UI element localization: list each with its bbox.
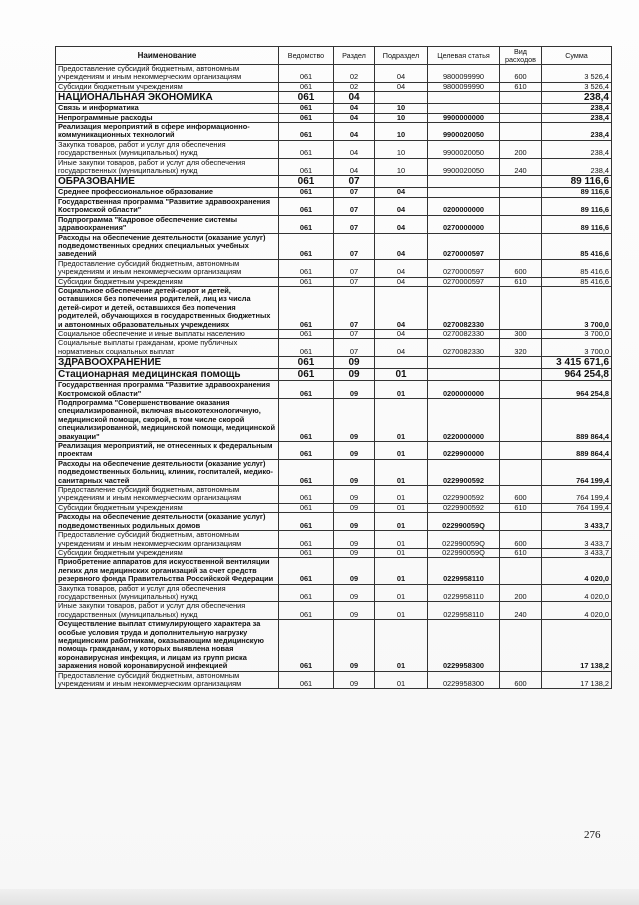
- header-name: Наименование: [56, 47, 279, 65]
- cell-department: 061: [279, 215, 334, 233]
- cell-subsection: 01: [375, 486, 428, 504]
- cell-expense-type: [500, 123, 542, 141]
- cell-department: 061: [279, 399, 334, 442]
- cell-target-article: 0229958110: [428, 602, 500, 620]
- cell-department: 061: [279, 140, 334, 158]
- cell-target-article: 0220000000: [428, 399, 500, 442]
- cell-name: Иные закупки товаров, работ и услуг для обеспечения государственных (муниципальных) нужд: [56, 158, 279, 176]
- table-header-row: [56, 47, 612, 65]
- cell-subsection: 10: [375, 104, 428, 113]
- cell-expense-type: 610: [500, 548, 542, 557]
- cell-target-article: 022990059Q: [428, 548, 500, 557]
- cell-department: 061: [279, 176, 334, 188]
- header-department: Ведомство: [279, 47, 334, 65]
- cell-expense-type: 200: [500, 584, 542, 602]
- cell-department: 061: [279, 671, 334, 689]
- cell-section: 09: [334, 369, 375, 381]
- header-expense-type: Вид расходов: [500, 47, 542, 65]
- table-body: [56, 65, 612, 689]
- cell-amount: 17 138,2: [542, 620, 612, 671]
- cell-name: Субсидии бюджетным учреждениям: [56, 82, 279, 91]
- cell-target-article: 9800099990: [428, 82, 500, 91]
- cell-amount: 238,4: [542, 113, 612, 122]
- cell-amount: 89 116,6: [542, 188, 612, 197]
- cell-section: 09: [334, 486, 375, 504]
- cell-department: 061: [279, 329, 334, 338]
- cell-amount: 3 433,7: [542, 513, 612, 531]
- table-row: [56, 381, 612, 399]
- cell-section: 09: [334, 558, 375, 584]
- cell-amount: 238,4: [542, 140, 612, 158]
- cell-expense-type: 300: [500, 329, 542, 338]
- cell-section: 09: [334, 399, 375, 442]
- cell-section: 04: [334, 113, 375, 122]
- cell-amount: 3 526,4: [542, 65, 612, 83]
- cell-amount: 238,4: [542, 92, 612, 104]
- cell-amount: 238,4: [542, 123, 612, 141]
- cell-department: 061: [279, 197, 334, 215]
- cell-target-article: 0229900000: [428, 442, 500, 460]
- cell-subsection: 01: [375, 558, 428, 584]
- cell-section: 04: [334, 92, 375, 104]
- cell-expense-type: 200: [500, 140, 542, 158]
- header-section: Раздел: [334, 47, 375, 65]
- cell-section: 04: [334, 104, 375, 113]
- cell-department: 061: [279, 357, 334, 369]
- cell-expense-type: [500, 620, 542, 671]
- cell-amount: 4 020,0: [542, 584, 612, 602]
- table-row: [56, 140, 612, 158]
- cell-section: 07: [334, 197, 375, 215]
- cell-name: Подпрограмма "Совершенствование оказания специализированной, включая высокотехнологичную, медицинской помощи, скорой, в том числе скорой специализированной, медицинской помощи, медицинской эвакуации": [56, 399, 279, 442]
- cell-target-article: 9900020050: [428, 123, 500, 141]
- cell-amount: 17 138,2: [542, 671, 612, 689]
- cell-subsection: 10: [375, 158, 428, 176]
- cell-section: 09: [334, 442, 375, 460]
- cell-target-article: 0270000597: [428, 233, 500, 259]
- cell-expense-type: 610: [500, 82, 542, 91]
- table-row: [56, 602, 612, 620]
- cell-section: 07: [334, 176, 375, 188]
- cell-department: 061: [279, 513, 334, 531]
- cell-section: 09: [334, 459, 375, 485]
- cell-name: Приобретение аппаратов для искусственной вентиляции легких для медицинских организаций за счет средств резервного фонда Правительства Российской Федерации: [56, 558, 279, 584]
- table-row: [56, 671, 612, 689]
- cell-amount: 764 199,4: [542, 486, 612, 504]
- cell-section: 09: [334, 531, 375, 549]
- cell-name: Расходы на обеспечение деятельности (оказание услуг) подведомственных средних специальных учебных заведений: [56, 233, 279, 259]
- cell-expense-type: [500, 104, 542, 113]
- cell-section: 07: [334, 188, 375, 197]
- table-row: [56, 329, 612, 338]
- cell-expense-type: [500, 442, 542, 460]
- cell-amount: 3 700,0: [542, 286, 612, 329]
- cell-section: 09: [334, 513, 375, 531]
- cell-name: Государственная программа "Развитие здравоохранения Костромской области": [56, 381, 279, 399]
- cell-subsection: 04: [375, 65, 428, 83]
- cell-subsection: 01: [375, 548, 428, 557]
- cell-amount: 964 254,8: [542, 381, 612, 399]
- table-row: [56, 558, 612, 584]
- cell-target-article: [428, 188, 500, 197]
- cell-amount: 85 416,6: [542, 233, 612, 259]
- cell-expense-type: [500, 381, 542, 399]
- cell-section: 09: [334, 602, 375, 620]
- cell-subsection: 01: [375, 531, 428, 549]
- table-row: [56, 584, 612, 602]
- cell-amount: 964 254,8: [542, 369, 612, 381]
- cell-amount: 764 199,4: [542, 503, 612, 512]
- cell-expense-type: 600: [500, 486, 542, 504]
- cell-section: 02: [334, 82, 375, 91]
- cell-name: Субсидии бюджетным учреждениям: [56, 548, 279, 557]
- cell-subsection: 01: [375, 399, 428, 442]
- cell-target-article: 9900020050: [428, 158, 500, 176]
- cell-subsection: 04: [375, 339, 428, 357]
- cell-target-article: [428, 104, 500, 113]
- cell-name: Иные закупки товаров, работ и услуг для обеспечения государственных (муниципальных) нужд: [56, 602, 279, 620]
- cell-target-article: 0270000000: [428, 215, 500, 233]
- cell-section: 04: [334, 140, 375, 158]
- cell-expense-type: 240: [500, 158, 542, 176]
- cell-amount: 89 116,6: [542, 176, 612, 188]
- cell-name: Предоставление субсидий бюджетным, автономным учреждениям и иным некоммерческим организациям: [56, 65, 279, 83]
- cell-target-article: 0229958110: [428, 584, 500, 602]
- cell-expense-type: [500, 215, 542, 233]
- cell-amount: 3 700,0: [542, 329, 612, 338]
- header-target-article: Целевая статья: [428, 47, 500, 65]
- cell-amount: 4 020,0: [542, 558, 612, 584]
- cell-name: Осуществление выплат стимулирующего характера за особые условия труда и дополнительную нагрузку медицинским работникам, оказывающим медицинскую помощь гражданам, у которых выявлена новая коронавирусная инфекция, и лицам из групп риска заражения новой коронавирусной инфекцией: [56, 620, 279, 671]
- cell-department: 061: [279, 233, 334, 259]
- cell-expense-type: 610: [500, 503, 542, 512]
- header-subsection: Подраздел: [375, 47, 428, 65]
- cell-department: 061: [279, 339, 334, 357]
- cell-name: Непрограммные расходы: [56, 113, 279, 122]
- cell-department: 061: [279, 531, 334, 549]
- cell-section: 07: [334, 215, 375, 233]
- table-row: [56, 513, 612, 531]
- cell-department: 061: [279, 123, 334, 141]
- cell-expense-type: [500, 92, 542, 104]
- cell-amount: 889 864,4: [542, 399, 612, 442]
- cell-department: 061: [279, 259, 334, 277]
- cell-target-article: [428, 369, 500, 381]
- cell-section: 02: [334, 65, 375, 83]
- cell-expense-type: [500, 286, 542, 329]
- cell-name: Реализация мероприятий в сфере информационно-коммуникационных технологий: [56, 123, 279, 141]
- cell-name: ОБРАЗОВАНИЕ: [56, 176, 279, 188]
- cell-subsection: 04: [375, 277, 428, 286]
- cell-expense-type: [500, 113, 542, 122]
- table-row: [56, 233, 612, 259]
- cell-section: 09: [334, 584, 375, 602]
- cell-subsection: 01: [375, 503, 428, 512]
- cell-expense-type: [500, 233, 542, 259]
- table-row: [56, 158, 612, 176]
- cell-target-article: 9900020050: [428, 140, 500, 158]
- cell-subsection: 01: [375, 442, 428, 460]
- cell-expense-type: [500, 558, 542, 584]
- cell-department: 061: [279, 65, 334, 83]
- cell-target-article: 0270082330: [428, 339, 500, 357]
- cell-target-article: 022990059Q: [428, 513, 500, 531]
- cell-expense-type: 600: [500, 259, 542, 277]
- cell-subsection: 10: [375, 140, 428, 158]
- cell-target-article: 9800099990: [428, 65, 500, 83]
- cell-subsection: 10: [375, 113, 428, 122]
- cell-section: 04: [334, 123, 375, 141]
- cell-name: Субсидии бюджетным учреждениям: [56, 277, 279, 286]
- cell-department: 061: [279, 113, 334, 122]
- table-row: [56, 339, 612, 357]
- cell-department: 061: [279, 104, 334, 113]
- cell-name: Предоставление субсидий бюджетным, автономным учреждениям и иным некоммерческим организациям: [56, 259, 279, 277]
- table-row: [56, 82, 612, 91]
- cell-target-article: [428, 357, 500, 369]
- cell-section: 09: [334, 357, 375, 369]
- page-number: 276: [584, 829, 601, 841]
- cell-department: 061: [279, 277, 334, 286]
- cell-target-article: 0200000000: [428, 197, 500, 215]
- cell-name: Предоставление субсидий бюджетным, автономным учреждениям и иным некоммерческим организациям: [56, 671, 279, 689]
- cell-target-article: 0229958300: [428, 671, 500, 689]
- cell-department: 061: [279, 381, 334, 399]
- cell-expense-type: [500, 399, 542, 442]
- cell-name: Социальные выплаты гражданам, кроме публичных нормативных социальных выплат: [56, 339, 279, 357]
- cell-amount: 238,4: [542, 104, 612, 113]
- cell-target-article: [428, 92, 500, 104]
- table-row: [56, 113, 612, 122]
- budget-table: [55, 46, 612, 689]
- cell-expense-type: [500, 369, 542, 381]
- cell-subsection: 04: [375, 197, 428, 215]
- cell-section: 07: [334, 339, 375, 357]
- cell-name: Социальное обеспечение и иные выплаты населению: [56, 329, 279, 338]
- table-row: [56, 620, 612, 671]
- cell-section: 09: [334, 548, 375, 557]
- cell-target-article: 022990059Q: [428, 531, 500, 549]
- cell-amount: 89 116,6: [542, 197, 612, 215]
- cell-subsection: 01: [375, 602, 428, 620]
- cell-subsection: 01: [375, 620, 428, 671]
- cell-name: Социальное обеспечение детей-сирот и детей, оставшихся без попечения родителей, лиц из числа детей-сирот и детей, оставшихся без попечения родителей, обучающихся в государственных бюджетных и автономных образовательных учреждениях: [56, 286, 279, 329]
- cell-subsection: 04: [375, 259, 428, 277]
- cell-department: 061: [279, 369, 334, 381]
- table-row: [56, 399, 612, 442]
- cell-expense-type: 600: [500, 65, 542, 83]
- cell-target-article: 0229900592: [428, 459, 500, 485]
- cell-target-article: 0229958110: [428, 558, 500, 584]
- cell-department: 061: [279, 286, 334, 329]
- cell-amount: 3 700,0: [542, 339, 612, 357]
- cell-amount: 3 433,7: [542, 531, 612, 549]
- cell-section: 07: [334, 233, 375, 259]
- cell-expense-type: [500, 513, 542, 531]
- cell-name: Стационарная медицинская помощь: [56, 369, 279, 381]
- cell-subsection: [375, 92, 428, 104]
- cell-expense-type: 600: [500, 531, 542, 549]
- cell-target-article: 0270082330: [428, 329, 500, 338]
- cell-expense-type: [500, 176, 542, 188]
- cell-department: 061: [279, 442, 334, 460]
- cell-target-article: 0200000000: [428, 381, 500, 399]
- table-row: [56, 92, 612, 104]
- cell-amount: 89 116,6: [542, 215, 612, 233]
- cell-expense-type: 240: [500, 602, 542, 620]
- cell-department: 061: [279, 459, 334, 485]
- cell-expense-type: [500, 459, 542, 485]
- cell-expense-type: 610: [500, 277, 542, 286]
- table-row: [56, 286, 612, 329]
- table-row: [56, 277, 612, 286]
- cell-name: Предоставление субсидий бюджетным, автономным учреждениям и иным некоммерческим организациям: [56, 531, 279, 549]
- cell-name: Субсидии бюджетным учреждениям: [56, 503, 279, 512]
- cell-subsection: 01: [375, 584, 428, 602]
- table-row: [56, 188, 612, 197]
- cell-subsection: 04: [375, 286, 428, 329]
- cell-name: Закупка товаров, работ и услуг для обеспечения государственных (муниципальных) нужд: [56, 584, 279, 602]
- cell-target-article: 0229900592: [428, 503, 500, 512]
- scan-edge: [0, 889, 639, 905]
- cell-amount: 4 020,0: [542, 602, 612, 620]
- cell-name: Закупка товаров, работ и услуг для обеспечения государственных (муниципальных) нужд: [56, 140, 279, 158]
- cell-department: 061: [279, 92, 334, 104]
- cell-subsection: 01: [375, 381, 428, 399]
- table-row: [56, 548, 612, 557]
- cell-subsection: 04: [375, 188, 428, 197]
- cell-expense-type: [500, 188, 542, 197]
- table-row: [56, 123, 612, 141]
- cell-department: 061: [279, 82, 334, 91]
- cell-expense-type: 600: [500, 671, 542, 689]
- cell-section: 07: [334, 286, 375, 329]
- cell-target-article: 0229900592: [428, 486, 500, 504]
- cell-department: 061: [279, 486, 334, 504]
- cell-target-article: 9900000000: [428, 113, 500, 122]
- cell-name: Среднее профессиональное образование: [56, 188, 279, 197]
- cell-name: ЗДРАВООХРАНЕНИЕ: [56, 357, 279, 369]
- table-row: [56, 176, 612, 188]
- cell-amount: 85 416,6: [542, 277, 612, 286]
- table-row: [56, 531, 612, 549]
- cell-amount: 889 864,4: [542, 442, 612, 460]
- cell-subsection: 04: [375, 82, 428, 91]
- cell-expense-type: [500, 197, 542, 215]
- table-row: [56, 503, 612, 512]
- table-row: [56, 259, 612, 277]
- cell-name: Подпрограмма "Кадровое обеспечение системы здравоохранения": [56, 215, 279, 233]
- cell-subsection: 01: [375, 671, 428, 689]
- cell-amount: 85 416,6: [542, 259, 612, 277]
- header-amount: Сумма: [542, 47, 612, 65]
- table-row: [56, 104, 612, 113]
- cell-subsection: 04: [375, 233, 428, 259]
- cell-amount: 3 415 671,6: [542, 357, 612, 369]
- cell-section: 07: [334, 259, 375, 277]
- cell-section: 09: [334, 671, 375, 689]
- cell-name: Расходы на обеспечение деятельности (оказание услуг) подведомственных больниц, клиник, госпиталей, медико-санитарных частей: [56, 459, 279, 485]
- cell-target-article: 0270082330: [428, 286, 500, 329]
- cell-section: 04: [334, 158, 375, 176]
- cell-target-article: [428, 176, 500, 188]
- table-row: [56, 215, 612, 233]
- cell-target-article: 0229958300: [428, 620, 500, 671]
- cell-name: Предоставление субсидий бюджетным, автономным учреждениям и иным некоммерческим организациям: [56, 486, 279, 504]
- cell-subsection: 04: [375, 215, 428, 233]
- cell-department: 061: [279, 158, 334, 176]
- cell-expense-type: [500, 357, 542, 369]
- cell-department: 061: [279, 188, 334, 197]
- cell-subsection: 04: [375, 329, 428, 338]
- cell-section: 09: [334, 381, 375, 399]
- cell-amount: 3 526,4: [542, 82, 612, 91]
- cell-target-article: 0270000597: [428, 259, 500, 277]
- cell-subsection: [375, 357, 428, 369]
- cell-subsection: 01: [375, 513, 428, 531]
- cell-section: 09: [334, 620, 375, 671]
- cell-name: Связь и информатика: [56, 104, 279, 113]
- cell-amount: 238,4: [542, 158, 612, 176]
- cell-section: 07: [334, 277, 375, 286]
- table-row: [56, 197, 612, 215]
- cell-section: 09: [334, 503, 375, 512]
- cell-department: 061: [279, 602, 334, 620]
- cell-department: 061: [279, 503, 334, 512]
- cell-subsection: 01: [375, 369, 428, 381]
- table-row: [56, 442, 612, 460]
- cell-subsection: 01: [375, 459, 428, 485]
- table-row: [56, 369, 612, 381]
- cell-name: Реализация мероприятий, не отнесенных к федеральным проектам: [56, 442, 279, 460]
- cell-department: 061: [279, 548, 334, 557]
- cell-subsection: [375, 176, 428, 188]
- table-row: [56, 486, 612, 504]
- table-row: [56, 459, 612, 485]
- cell-department: 061: [279, 558, 334, 584]
- cell-name: НАЦИОНАЛЬНАЯ ЭКОНОМИКА: [56, 92, 279, 104]
- cell-subsection: 10: [375, 123, 428, 141]
- cell-name: Государственная программа "Развитие здравоохранения Костромской области": [56, 197, 279, 215]
- cell-section: 07: [334, 329, 375, 338]
- cell-amount: 764 199,4: [542, 459, 612, 485]
- cell-expense-type: 320: [500, 339, 542, 357]
- cell-department: 061: [279, 584, 334, 602]
- table-row: [56, 357, 612, 369]
- cell-amount: 3 433,7: [542, 548, 612, 557]
- table-row: [56, 65, 612, 83]
- cell-name: Расходы на обеспечение деятельности (оказание услуг) подведомственных родильных домов: [56, 513, 279, 531]
- cell-target-article: 0270000597: [428, 277, 500, 286]
- cell-department: 061: [279, 620, 334, 671]
